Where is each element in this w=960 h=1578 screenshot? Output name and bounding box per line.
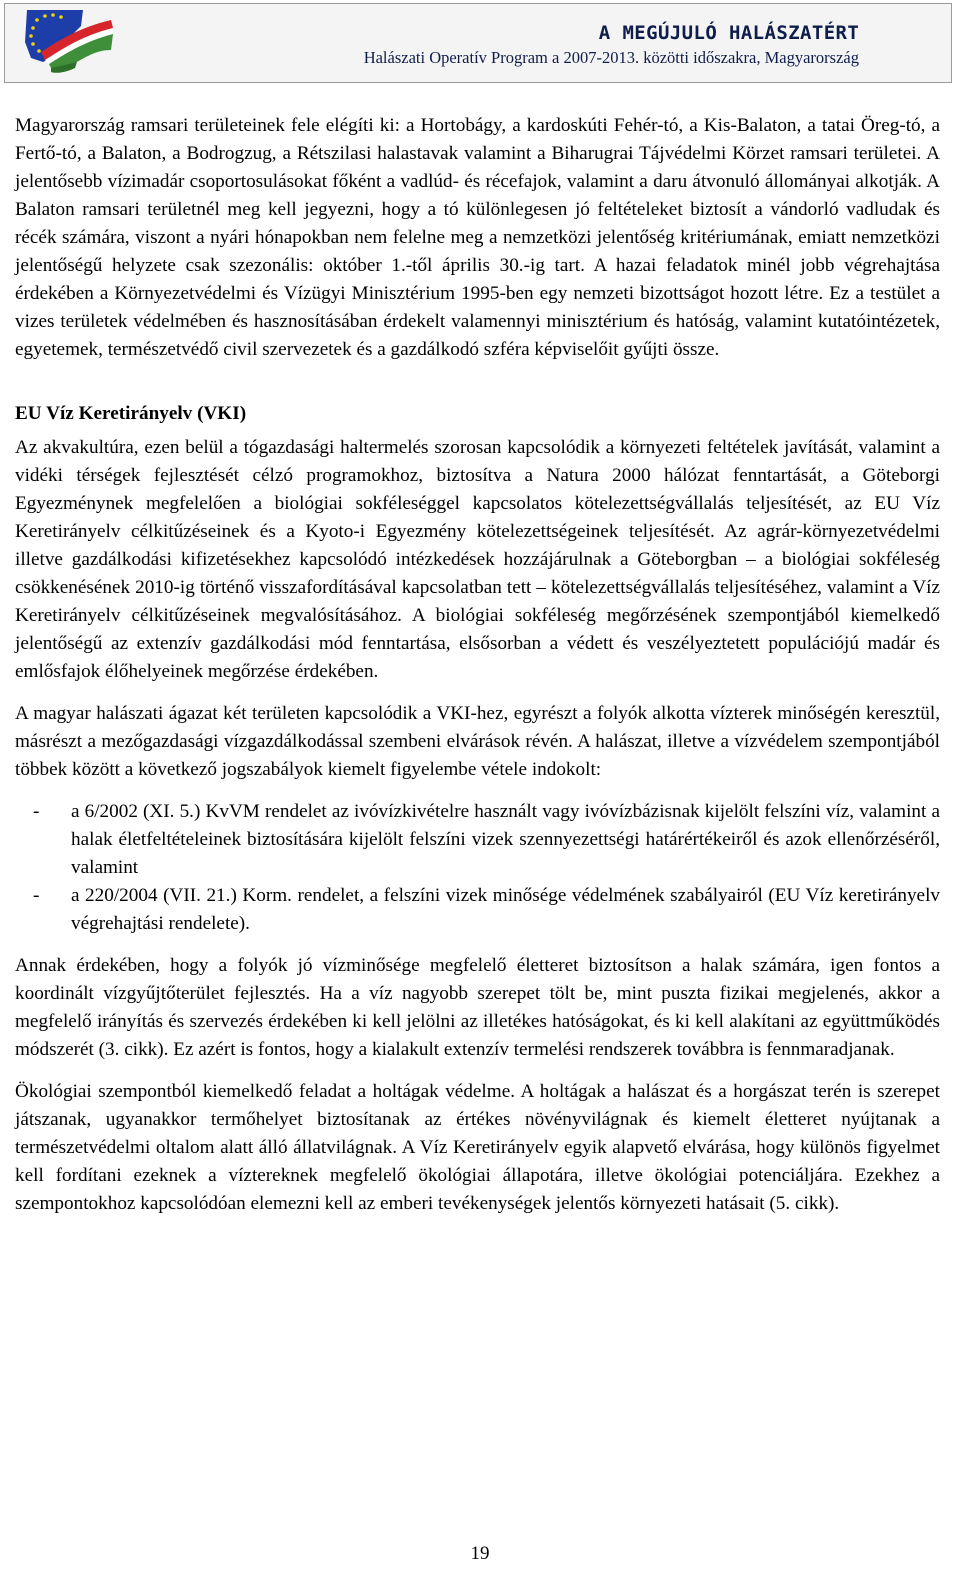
list-dash: - xyxy=(33,801,40,822)
paragraph-fisheries-vki: A magyar halászati ágazat két területen kapcsolódik a VKI-hez, egyrészt a folyók alkotta vízterek minőségén keresztül, másrészt a mezőgazdasági vízgazdálkodással szembeni elvárások révén. A halászat, illetve a vízvédelem szempontjából többek között a következő jogszabályok kiemelt figyelembe vétele indokolt: xyxy=(15,703,940,780)
section-heading: EU Víz Keretirányelv (VKI) xyxy=(15,403,247,424)
page-number: 19 xyxy=(470,1543,490,1564)
header-subtitle: Halászati Operatív Program a 2007-2013. közötti időszakra, Magyarország xyxy=(363,48,859,67)
regulation-list xyxy=(15,798,940,938)
document-body xyxy=(15,112,940,1218)
paragraph-river-quality: Annak érdekében, hogy a folyók jó vízminősége megfelelő életteret biztosítson a halak számára, igen fontos a koordinált vízgyűjtőterület fejlesztés. Ha a víz nagyobb szerepet tölt be, mint puszta fizikai megjelenés, akkor a megfelelő irányítás és szervezés érdekében ki kell jelölni az illetékes hatóságokat, és ki kell alakítani az együttműködés módszerét (3. cikk). Ez azért is fontos, hogy a kialakult extenzív termelési rendszerek továbbra is fennmaradjanak. xyxy=(15,955,940,1060)
list-item xyxy=(15,882,940,938)
list-item-text: a 6/2002 (XI. 5.) KvVM rendelet az ivóvízkivételre használt vagy ivóvízbázisnak kijelölt felszíni víz, valamint a halak életfeltételeinek biztosítására kijelölt felszíni vizek szennyezettségi határértékeiről és azok ellenőrzéséről, valamint xyxy=(71,801,940,878)
paragraph-ramsar: Magyarország ramsari területeinek fele elégíti ki: a Hortobágy, a kardoskúti Fehér-tó, a Kis-Balaton, a tatai Öreg-tó, a Fertő-tó, a Balaton, a Bodrogzug, a Rétszilasi halastavak valamint a Biharugrai Tájvédelmi Körzet ramsari területei. A jelentősebb vízimadár csoportosulásokat főként a vadlúd- és récefajok, valamint a daru átvonuló állományai alkotják. A Balaton ramsari területnél meg kell jegyezni, hogy a tó különlegesen jó feltételeket biztosít a vándorló vadludak és récék számára, viszont a nyári hónapokban nem felelne meg a nemzetközi jelentőség kritériumának, emiatt nemzetközi jelentőségű helyzete csak szezonális: október 1.-től április 30.-ig tart. A hazai feladatok minél jobb végrehajtása érdekében a Környezetvédelmi és Vízügyi Minisztérium 1995-ben egy nemzeti bizottságot hozott létre. Ez a testület a vizes területek védelmében és hasznosításában érdekelt valamennyi minisztérium és hatóság, valamint kutatóintézetek, egyetemek, természetvédő civil szervezetek és a gazdálkodó szféra képviselőit gyűjti össze. xyxy=(15,115,940,360)
page-header xyxy=(4,3,952,83)
list-dash: - xyxy=(33,885,40,906)
paragraph-oxbow-lakes: Ökológiai szempontból kiemelkedő feladat a holtágak védelme. A holtágak a halászat és a horgászat terén is szerepet játszanak, ugyanakkor termőhelyet biztosítanak az értékes növényvilágnak és kiemelt életteret nyújtanak a természetvédelmi oltalom alatt álló állatvilágnak. A Víz Keretirányelv egyik alapvető elvárása, hogy különös figyelmet kell fordítani ezeknek a víztereknek megfelelő ökológiai állapotára, illetve ökológiai potenciáljára. Ezekhez a szempontokhoz kapcsolódóan elemezni kell az emberi tevékenységek jelentős környezeti hatásait (5. cikk). xyxy=(15,1081,940,1214)
list-item-text: a 220/2004 (VII. 21.) Korm. rendelet, a felszíni vizek minősége védelmének szabályairól (EU Víz keretirányelv végrehajtási rendelete). xyxy=(71,885,940,934)
paragraph-aquaculture: Az akvakultúra, ezen belül a tógazdasági haltermelés szorosan kapcsolódik a környezeti feltételek javítását, valamint a vidéki térségek fejlesztését célzó programokhoz, biztosítva a Natura 2000 hálózat fenntartását, a Göteborgi Egyezménynek megfelelően a biológiai sokféleséggel kapcsolatos kötelezettségvállalás teljesítését, az EU Víz Keretirányelv célkitűzéseinek és a Kyoto-i Egyezmény kötelezettségeinek teljesítését. Az agrár-környezetvédelmi illetve gazdálkodási kifizetésekhez kapcsolódó intézkedések hozzájárulnak a Göteborgban – a biológiai sokféleség csökkenésének 2010-ig történő visszafordításával kapcsolatban tett – kötelezettségvállalás teljesítéséhez, valamint a Víz Keretirányelv célkitűzéseinek megvalósításához. A biológiai sokféleség megőrzésének szempontjából kiemelkedő jelentőségű az extenzív gazdálkodási mód fenntartása, elsősorban a védett és veszélyeztetett populációjú madár és emlősfajok élőhelyeinek megőrzése érdekében. xyxy=(15,437,940,682)
eu-hungary-map-logo xyxy=(21,6,117,78)
list-item xyxy=(15,798,940,882)
header-title: A MEGÚJULÓ HALÁSZATÉRT xyxy=(598,22,860,44)
